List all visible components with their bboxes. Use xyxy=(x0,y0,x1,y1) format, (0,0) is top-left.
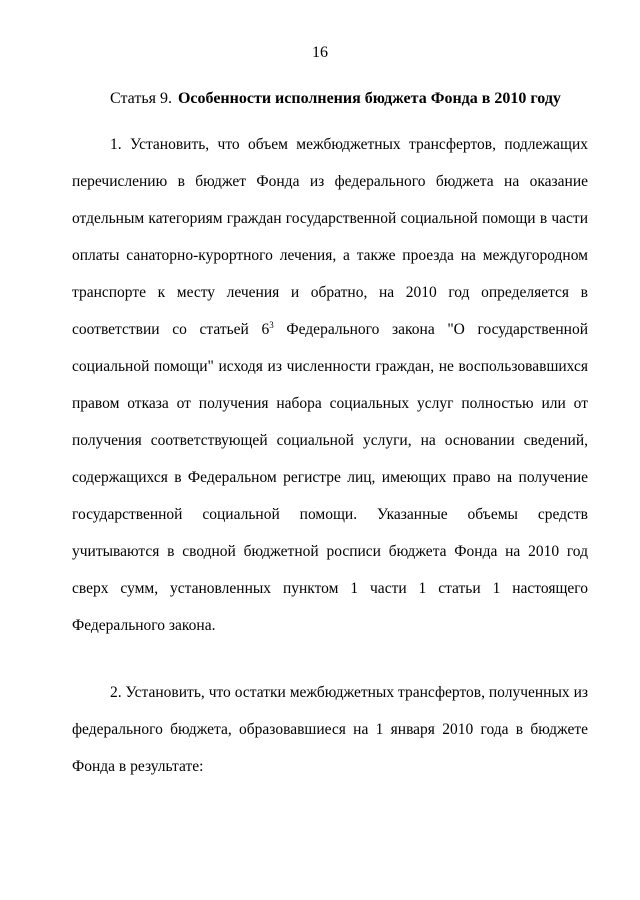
paragraph-1 xyxy=(72,126,588,644)
paragraph-1-text-start: 1. Установить, что объем межбюджетных трансфертов, подлежащих перечислению в бюджет Фонда из федерального бюджета на оказание отдельным категориям граждан государственной социальной помощи в части оплаты санаторно-курортного лечения, а также проезда на междугородном транспорте к месту лечения и обратно, на 2010 год определяется в соответствии со статьей 6 xyxy=(72,136,588,338)
article-title: Особенности исполнения бюджета Фонда в 2010 году xyxy=(177,90,561,107)
article-label: Статья 9. xyxy=(110,90,172,107)
article-superscript: 3 xyxy=(269,319,274,330)
paragraph-2 xyxy=(72,674,588,785)
page-number: 16 xyxy=(312,44,328,61)
article-heading xyxy=(110,90,561,108)
paragraph-1-text-end: Федерального закона "О государственной социальной помощи" исходя из численности граждан, не воспользовавшихся правом отказа от получения набора социальных услуг полностью или от получения соответствующей социальной услуги, на основании сведений, содержащихся в Федеральном регистре лиц, имеющих право на получение государственной социальной помощи. Указанные объемы средств учитываются в сводной бюджетной росписи бюджета Фонда на 2010 год сверх сумм, установленных пунктом 1 части 1 статьи 1 настоящего Федерального закона. xyxy=(72,321,588,634)
paragraph-2-text: 2. Установить, что остатки межбюджетных трансфертов, полученных из федерального бюджета, образовавшиеся на 1 января 2010 года в бюджете Фонда в результате: xyxy=(72,684,588,775)
